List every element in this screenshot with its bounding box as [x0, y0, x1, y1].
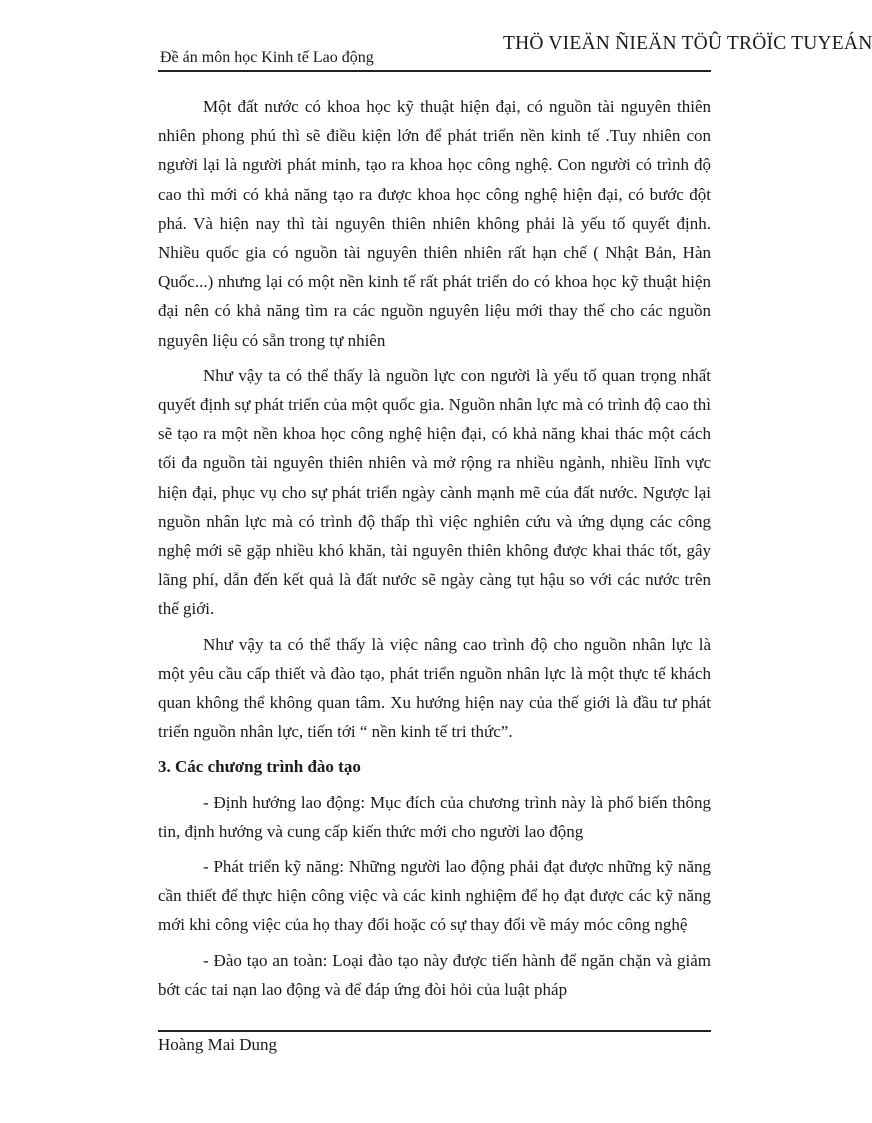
page-body: [158, 92, 711, 1010]
body-paragraph: Như vậy ta có thể thấy là việc nâng cao trình độ cho nguồn nhân lực là một yêu cầu cấp thiết và đào tạo, phát triển nguồn nhân lực là một thực tế khách quan không thể không quan tâm. Xu hướng hiện nay của thế giới là đầu tư phát triển nguồn nhân lực, tiến tới “ nền kinh tế tri thức”.: [158, 634, 711, 742]
library-watermark-header: THÖ VIEÄN ÑIEÄN TÖÛ TRÖÏC TUYEÁN: [503, 33, 872, 54]
list-item: - Phát triển kỹ năng: Những người lao động phải đạt được những kỹ năng cần thiết để thực hiện công việc và các kinh nghiệm để họ đạt được các kỹ năng mới khi công việc của họ thay đổi hoặc có sự thay đổi về máy móc công nghệ: [158, 857, 711, 935]
body-paragraph: Như vậy ta có thể thấy là nguồn lực con người là yếu tố quan trọng nhất quyết định sự phát triển của một quốc gia. Nguồn nhân lực mà có trình độ cao thì sẽ tạo ra một nền khoa học công nghệ hiện đại, có khả năng khai thác một cách tối đa nguồn tài nguyên thiên nhiên và mở rộng ra nhiều ngành, nhiều lĩnh vực hiện đại, phục vụ cho sự phát triển ngày cành mạnh mẽ của đất nước. Ngược lại nguồn nhân lực mà có trình độ thấp thì việc nghiên cứu và ứng dụng các công nghệ mới sẽ gặp nhiều khó khăn, tài nguyên thiên không được khai thác tốt, gây lãng phí, dẫn đến kết quả là đất nước sẽ ngày càng tụt hậu so với các nước trên thế giới.: [158, 365, 711, 619]
body-paragraph: Một đất nước có khoa học kỹ thuật hiện đại, có nguồn tài nguyên thiên nhiên phong phú thì sẽ điều kiện lớn để phát triển nền kinh tế .Tuy nhiên con người lại là người phát minh, tạo ra khoa học công nghệ. Con người có trình độ cao thì mới có khả năng tạo ra được khoa học công nghệ hiện đại, có bước đột phá. Và hiện nay thì tài nguyên thiên nhiên không phải là yếu tố quyết định. Nhiều quốc gia có nguồn tài nguyên thiên nhiên rất hạn chế ( Nhật Bản, Hàn Quốc...) nhưng lại có một nền kinh tế rất phát triển do có khoa học kỹ thuật hiện đại nên có khả năng tìm ra các nguồn nguyên liệu mới thay thế cho các nguồn nguyên liệu có sẵn trong tự nhiên: [158, 97, 711, 350]
section-heading: 3. Các chương trình đào tạo: [158, 757, 361, 777]
footer-divider: [158, 1030, 711, 1032]
header-divider: [158, 70, 711, 72]
list-item: - Định hướng lao động: Mục đích của chương trình này là phổ biến thông tin, định hướng và cung cấp kiến thức mới cho người lao động: [158, 792, 711, 841]
document-header-title: Đề án môn học Kinh tế Lao động: [160, 49, 374, 66]
footer-author: Hoàng Mai Dung: [158, 1035, 277, 1054]
list-item: - Đào tạo an toàn: Loại đào tạo này được tiến hành để ngăn chặn và giảm bớt các tai nạn lao động và để đáp ứng đòi hỏi của luật pháp: [158, 950, 711, 999]
